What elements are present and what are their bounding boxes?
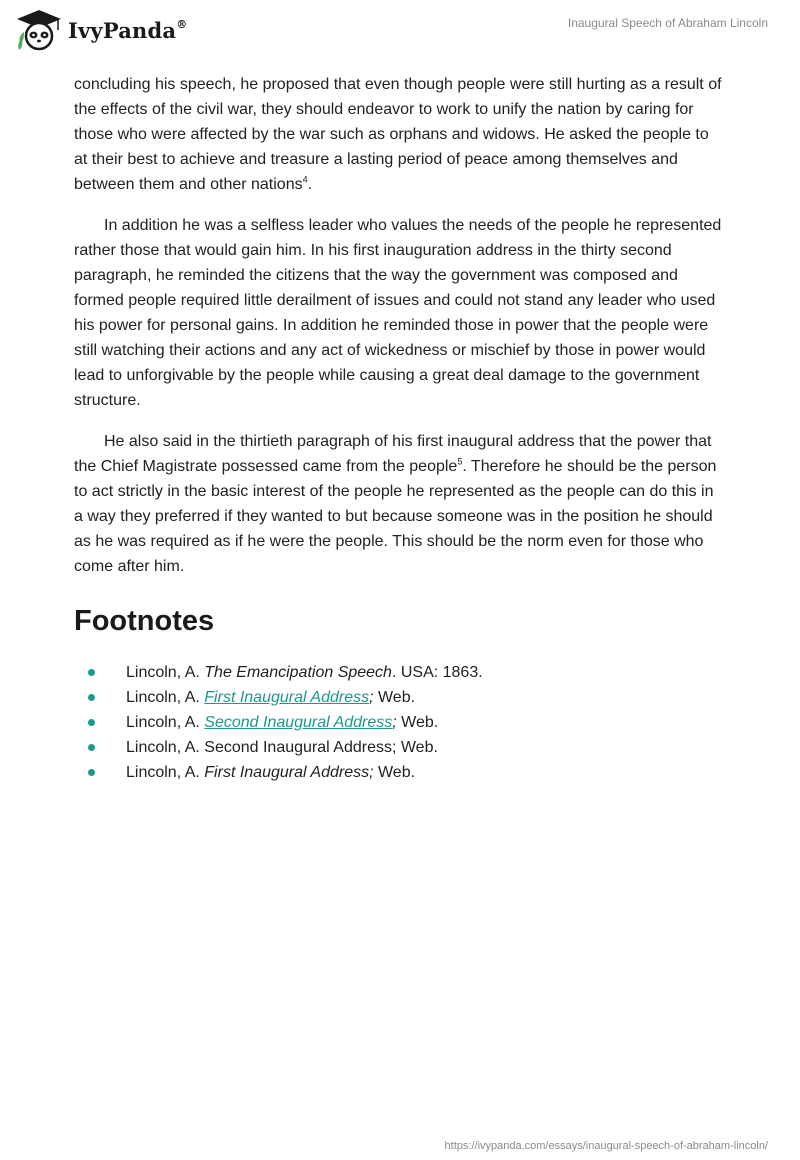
footnotes-heading: Footnotes: [74, 605, 215, 637]
page-header: [0, 0, 800, 70]
bullet-icon: [88, 669, 95, 676]
paragraph: He also said in the thirtieth paragraph of his first inaugural address that the power that the Chief Magistrate possessed came from the people$^5$. Therefore he should be the person to act strictly in the basic interest of the people he represented as the people can do this in a way they preferred if they wanted to but because someone was in the position he should as he was required as if he were the people. This should be the norm even for those who come after him.: [74, 433, 717, 575]
bullet-icon: [88, 719, 95, 726]
document-title: Inaugural Speech of Abraham Lincoln: [567, 16, 768, 30]
second-inaugural-link[interactable]: Second Inaugural Address: [204, 714, 393, 731]
bullet-icon: [88, 769, 95, 776]
first-inaugural-link[interactable]: First Inaugural Address: [204, 689, 370, 706]
footnote-item: Lincoln, A. Second Inaugural Address; Web.: [74, 710, 726, 735]
footnote-item: Lincoln, A. First Inaugural Address; Web.: [74, 760, 726, 785]
footnote-item: Lincoln, A. Second Inaugural Address; Web.: [74, 735, 726, 760]
bullet-icon: [88, 694, 95, 701]
footnote-item: Lincoln, A. The Emancipation Speech. USA: 1863.: [74, 660, 726, 685]
panda-graduate-icon: [14, 8, 64, 52]
footnote-item: Lincoln, A. First Inaugural Address; Web.: [74, 685, 726, 710]
paragraph: concluding his speech, he proposed that even though people were still hurting as a result of the effects of the civil war, they should endeavor to work to unify the nation by caring for those who were affected by the war such as orphans and widows. He asked the people to at their best to achieve and treasure a lasting period of peace among themselves and between them and other nations$^4$.: [74, 76, 722, 193]
brand-name: IvyPanda®: [68, 17, 188, 43]
essay-body: [74, 72, 726, 785]
footnote-ref[interactable]: 4: [302, 174, 308, 185]
paragraph: In addition he was a selfless leader who values the needs of the people he represented rather those that would gain him. In his first inauguration address in the thirty second paragraph, he reminded the citizens that the way the government was composed and formed people required little derailment of issues and could not stand any leader who used his power for personal gains. In addition he reminded those in power that the people were still watching their actions and any act of wickedness or mischief by those in power would lead to unforgivable by the people while causing a great deal damage to the government structure.: [74, 217, 722, 409]
brand-logo[interactable]: [14, 8, 187, 52]
source-url[interactable]: https://ivypanda.com/essays/inaugural-speech-of-abraham-lincoln/: [444, 1140, 768, 1152]
bullet-icon: [88, 744, 95, 751]
footnotes-list: [74, 660, 726, 785]
footnote-ref[interactable]: 5: [457, 456, 463, 467]
